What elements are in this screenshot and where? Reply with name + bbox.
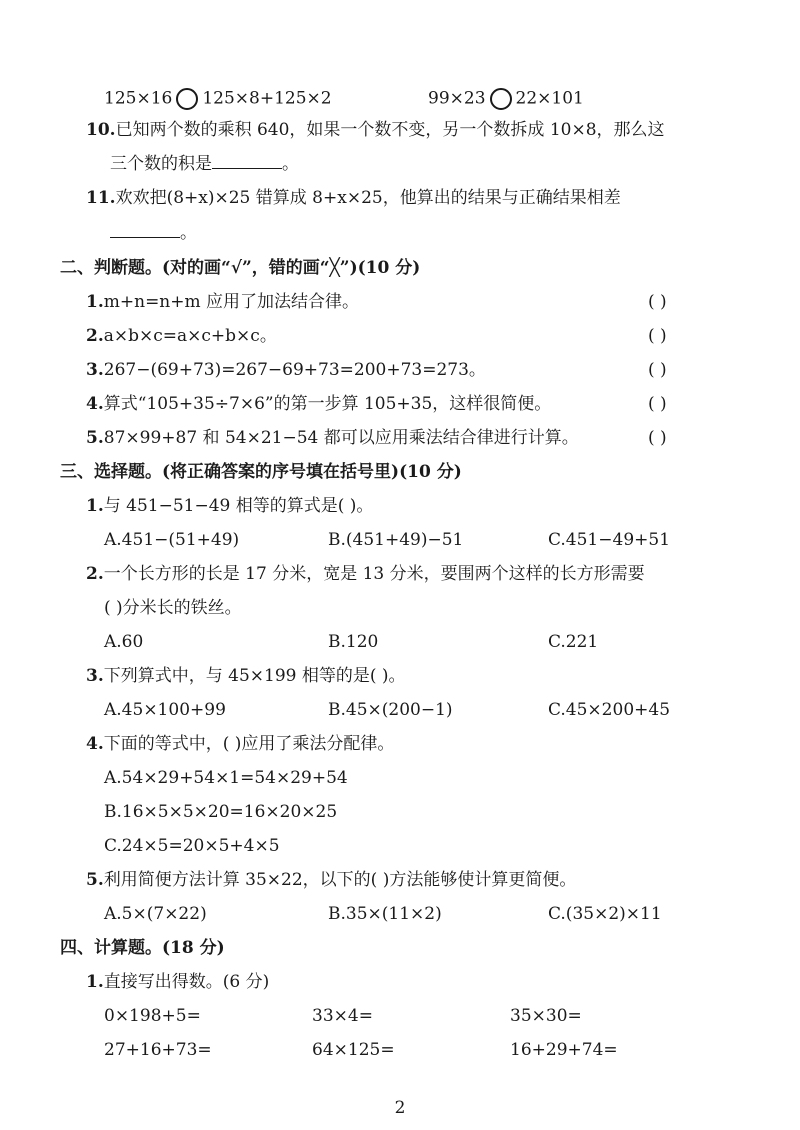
compare-left-rhs: 125×8+125×2	[202, 88, 332, 109]
question-number: 4.	[86, 734, 104, 754]
item-number: 5.	[86, 428, 104, 448]
question-number: 1.	[86, 972, 104, 992]
choice-question-2	[86, 566, 645, 583]
calc-item: 16+29+74=	[510, 1040, 618, 1060]
option-b[interactable]: B.35×(11×2)	[328, 904, 442, 924]
choice-question-5	[86, 872, 576, 889]
judge-item-1	[86, 294, 359, 311]
compare-row-right	[428, 88, 584, 110]
answer-paren-2[interactable]: ( )	[648, 326, 667, 346]
question-number: 3.	[86, 666, 104, 686]
calc-item: 35×30=	[510, 1006, 582, 1026]
option-b[interactable]: B.45×(200−1)	[328, 700, 453, 720]
option-c[interactable]: C.451−49+51	[548, 530, 671, 550]
question-text: 三个数的积是	[110, 154, 212, 174]
section-3-title: 三、选择题。(将正确答案的序号填在括号里)(10 分)	[60, 462, 462, 482]
calc-item: 0×198+5=	[104, 1006, 201, 1026]
calc-item: 27+16+73=	[104, 1040, 212, 1060]
option-c[interactable]: C.(35×2)×11	[548, 904, 662, 924]
question-text: 与 451−51−49 相等的算式是( )。	[103, 496, 374, 516]
question-text: 一个长方形的长是 17 分米，宽是 13 分米，要围两个这样的长方形需要	[103, 564, 645, 584]
option-a[interactable]: A.54×29+54×1=54×29+54	[104, 768, 348, 788]
item-number: 1.	[86, 292, 104, 312]
question-text: 已知两个数的乘积 640，如果一个数不变，另一个数拆成 10×8，那么这	[115, 120, 665, 140]
punctuation: 。	[282, 154, 299, 174]
answer-paren-4[interactable]: ( )	[648, 394, 667, 414]
compare-left-expr: 125×16	[104, 88, 173, 109]
option-b[interactable]: B.(451+49)−51	[328, 530, 464, 550]
question-10-cont	[110, 156, 299, 173]
judge-item-5	[86, 430, 579, 447]
answer-paren-5[interactable]: ( )	[648, 428, 667, 448]
choice-question-4	[86, 736, 394, 753]
option-b[interactable]: B.16×5×5×20=16×20×25	[104, 802, 338, 822]
answer-paren-3[interactable]: ( )	[648, 360, 667, 380]
question-11	[86, 190, 621, 207]
item-text: 267−(69+73)=267−69+73=200+73=273。	[103, 360, 486, 380]
answer-blank[interactable]	[212, 168, 282, 169]
calc-question-1	[86, 974, 269, 991]
question-11-cont	[110, 225, 197, 242]
page-number: 2	[394, 1098, 406, 1118]
question-number: 5.	[86, 870, 104, 890]
calc-item: 64×125=	[312, 1040, 395, 1060]
section-4-title: 四、计算题。(18 分)	[60, 938, 225, 958]
option-c[interactable]: C.24×5=20×5+4×5	[104, 836, 280, 856]
punctuation: 。	[180, 223, 197, 243]
option-a[interactable]: A.60	[104, 632, 144, 652]
option-c[interactable]: C.45×200+45	[548, 700, 671, 720]
compare-circle-1[interactable]	[176, 88, 198, 110]
question-number: 1.	[86, 496, 104, 516]
option-a[interactable]: A.45×100+99	[104, 700, 226, 720]
choice-question-3	[86, 668, 406, 685]
compare-right-expr: 99×23	[428, 88, 486, 109]
question-text: 下列算式中，与 45×199 相等的是( )。	[103, 666, 406, 686]
answer-paren-1[interactable]: ( )	[648, 292, 667, 312]
judge-item-4	[86, 396, 551, 413]
calc-item: 33×4=	[312, 1006, 373, 1026]
question-10	[86, 122, 665, 139]
compare-circle-2[interactable]	[490, 88, 512, 110]
question-number: 11.	[86, 188, 116, 208]
option-a[interactable]: A.5×(7×22)	[104, 904, 207, 924]
answer-blank[interactable]	[110, 237, 180, 238]
compare-row	[104, 88, 332, 110]
question-text: 利用简便方法计算 35×22，以下的( )方法能够使计算更简便。	[103, 870, 577, 890]
item-text: a×b×c=a×c+b×c。	[103, 326, 277, 346]
option-a[interactable]: A.451−(51+49)	[104, 530, 240, 550]
item-number: 3.	[86, 360, 104, 380]
option-c[interactable]: C.221	[548, 632, 599, 652]
question-number: 10.	[86, 120, 116, 140]
question-text: 下面的等式中，( )应用了乘法分配律。	[103, 734, 395, 754]
question-text: 直接写出得数。(6 分)	[103, 972, 270, 992]
option-b[interactable]: B.120	[328, 632, 379, 652]
judge-item-3	[86, 362, 486, 379]
item-text: 87×99+87 和 54×21−54 都可以应用乘法结合律进行计算。	[103, 428, 579, 448]
compare-right-rhs: 22×101	[515, 88, 584, 109]
item-number: 2.	[86, 326, 104, 346]
choice-question-1	[86, 498, 373, 515]
item-text: 算式“105+35÷7×6”的第一步算 105+35，这样很简便。	[103, 394, 552, 414]
judge-item-2	[86, 328, 277, 345]
question-number: 2.	[86, 564, 104, 584]
item-number: 4.	[86, 394, 104, 414]
item-text: m+n=n+m 应用了加法结合律。	[103, 292, 360, 312]
question-text: 欢欢把(8+x)×25 错算成 8+x×25，他算出的结果与正确结果相差	[115, 188, 621, 208]
section-2-title: 二、判断题。(对的画“√”，错的画“╳”)(10 分)	[60, 258, 421, 278]
choice-question-2-cont: ( )分米长的铁丝。	[104, 598, 242, 618]
